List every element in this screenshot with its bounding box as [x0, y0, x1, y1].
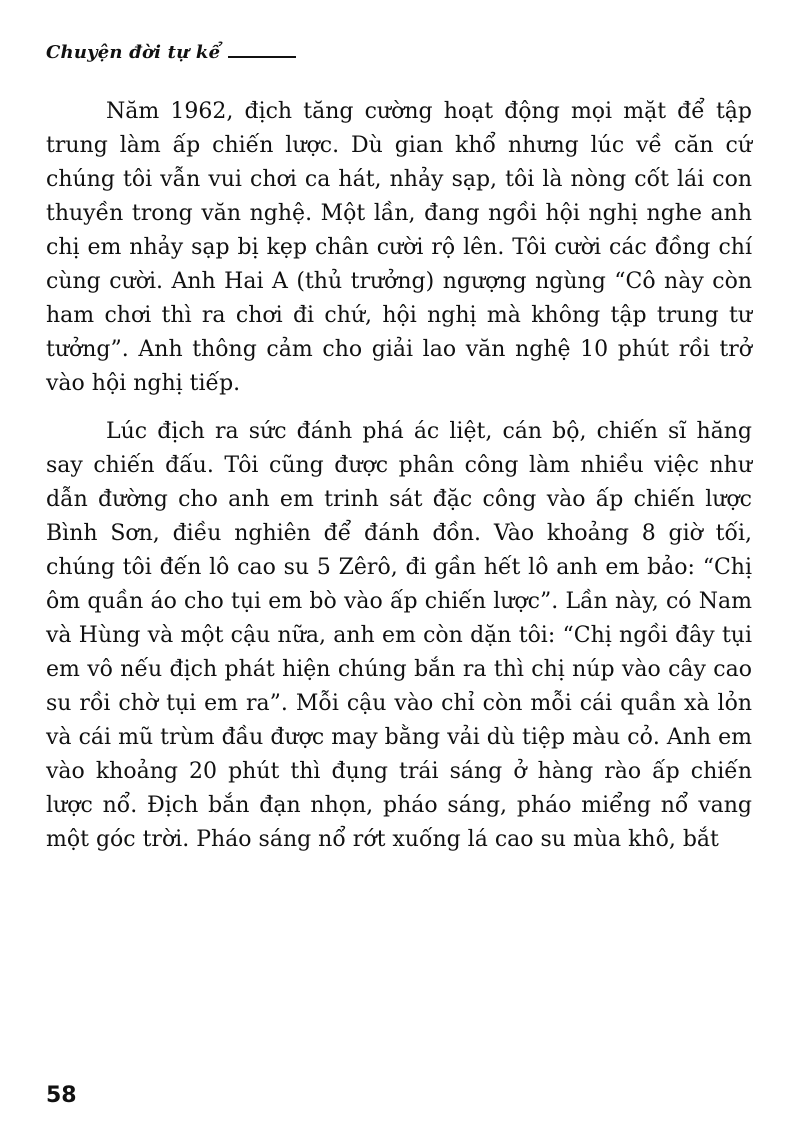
paragraph-2: Lúc địch ra sức đánh phá ác liệt, cán bộ, chiến sĩ hăng say chiến đấu. Tôi cũng được phân công làm nhiều việc như dẫn đường cho anh em trinh sát đặc công vào ấp chiến lược Bình Sơn, điều nghiên để đánh đồn. Vào khoảng 8 giờ tối, chúng tôi đến lô cao su 5 Zêrô, đi gần hết lô anh em bảo: “Chị ôm quần áo cho tụi em bò vào ấp chiến lược”. Lần này, có Nam và Hùng và một cậu nữa, anh em còn dặn tôi: “Chị ngồi đây tụi em vô nếu địch phát hiện chúng bắn ra thì chị núp vào cây cao su rồi chờ tụi em ra”. Mỗi cậu vào chỉ còn mỗi cái quần xà lỏn và cái mũ trùm đầu được may bằng vải dù tiệp màu cỏ. Anh em vào khoảng 20 phút thì đụng trái sáng ở hàng rào ấp chiến lược nổ. Địch bắn đạn nhọn, pháo sáng, pháo miểng nổ vang một góc trời. Pháo sáng nổ rớt xuống lá cao su mùa khô, bắt [46, 419, 752, 852]
running-header [46, 42, 296, 63]
running-title: Chuyện đời tự kể [46, 42, 221, 63]
body-text [46, 95, 752, 857]
page-number: 58 [46, 1083, 77, 1108]
header-rule [228, 56, 296, 58]
paragraph-1: Năm 1962, địch tăng cường hoạt động mọi mặt để tập trung làm ấp chiến lược. Dù gian khổ nhưng lúc về căn cứ chúng tôi vẫn vui chơi ca hát, nhảy sạp, tôi là nòng cốt lái con thuyền trong văn nghệ. Một lần, đang ngồi hội nghị nghe anh chị em nhảy sạp bị kẹp chân cười rộ lên. Tôi cười các đồng chí cùng cười. Anh Hai A (thủ trưởng) ngượng ngùng “Cô này còn ham chơi thì ra chơi đi chứ, hội nghị mà không tập trung tư tưởng”. Anh thông cảm cho giải lao văn nghệ 10 phút rồi trở vào hội nghị tiếp. [46, 99, 752, 396]
